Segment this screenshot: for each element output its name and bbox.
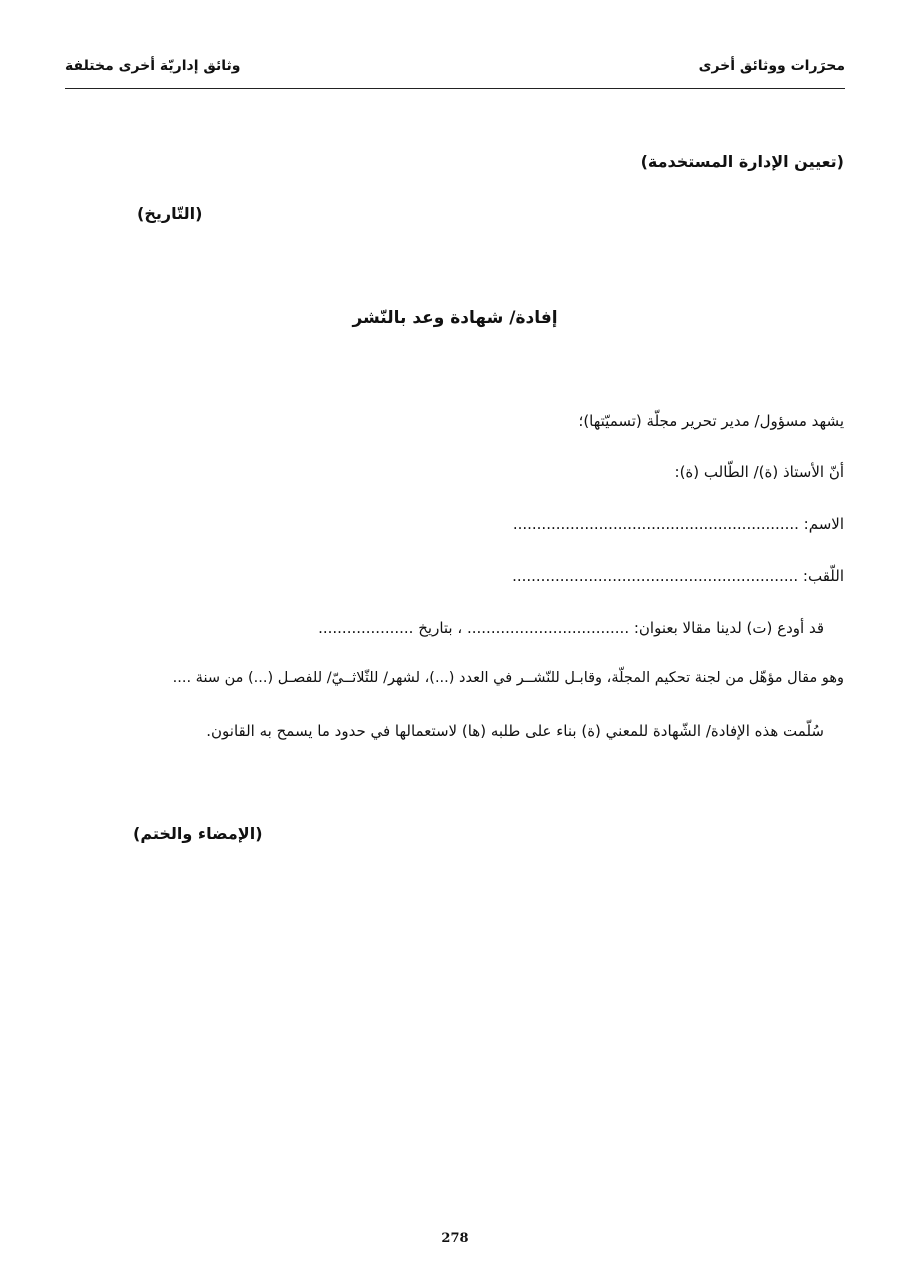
article-deposit-line: قد أودع (ت) لدينا مقالا بعنوان: .................................. ، بتاريخ .................... xyxy=(318,619,824,637)
header-chapter-title: وثائق إداريّة أخرى مختلفة xyxy=(65,58,241,74)
header-section-title: محرَرات ووثائق أخرى xyxy=(698,58,845,74)
document-title: إفادة/ شهادة وعد بالنّشر xyxy=(352,308,558,328)
administration-placeholder: (تعيين الإدارة المستخدمة) xyxy=(640,152,844,171)
surname-field: اللّقب: ............................................................ xyxy=(512,567,844,585)
article-acceptance-line: وهو مقال مؤهّل من لجنة تحكيم المجلّة، وقابـل للنّشــر في العدد (...)، لشهر/ للثّلاثــيّ/ للفصـل (...) من سنة .... xyxy=(172,670,844,686)
signature-placeholder: (الإمضاء والختم) xyxy=(133,824,263,843)
certification-intro: يشهد مسؤول/ مدير تحرير مجلّة (تسميّتها)؛ xyxy=(578,412,844,430)
certification-subject: أنّ الأستاذ (ة)/ الطّالب (ة): xyxy=(674,463,844,481)
issuance-statement: سُلّمت هذه الإفادة/ الشّهادة للمعني (ة) بناء على طلبه (ها) لاستعمالها في حدود ما يسمح به القانون. xyxy=(206,722,824,740)
page-header xyxy=(65,58,845,89)
date-placeholder: (التّاريخ) xyxy=(137,204,203,223)
page-number: 278 xyxy=(441,1231,469,1246)
name-field: الاسم: ............................................................ xyxy=(512,515,844,533)
